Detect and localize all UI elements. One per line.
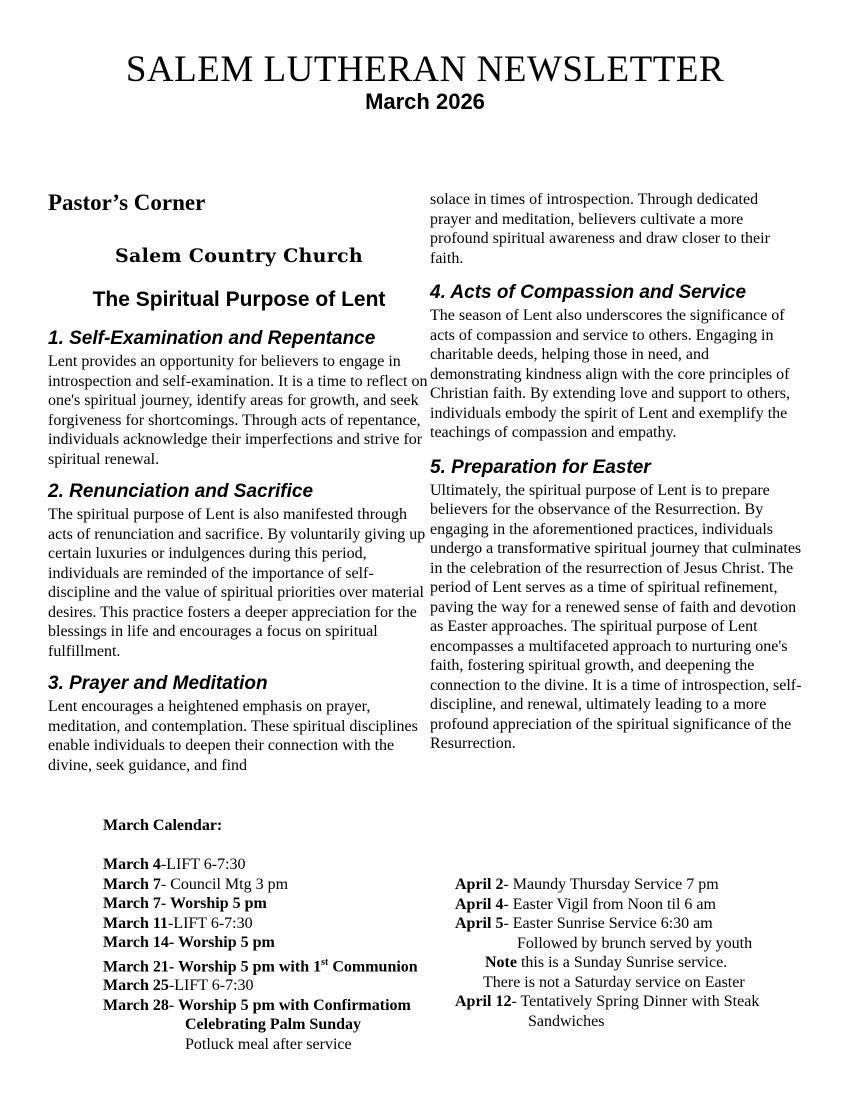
- calendar-event: March 25-LIFT 6-7:30: [103, 977, 254, 995]
- calendar-event: April 2- Maundy Thursday Service 7 pm: [455, 876, 719, 893]
- calendar-event: April 5- Easter Sunrise Service 6:30 am: [455, 915, 713, 932]
- section-heading-easter: 5. Preparation for Easter: [430, 456, 651, 478]
- masthead: [0, 50, 850, 114]
- calendar-event: March 14- Worship 5 pm: [103, 934, 275, 951]
- calendar-event: Celebrating Palm Sunday: [185, 1016, 362, 1034]
- calendar-event: Followed by brunch served by youth: [517, 934, 753, 952]
- section-body-renunciation: The spiritual purpose of Lent is also manifested through acts of renunciation and sacrifice. By voluntarily giving up certain luxuries or indulgences during this period, individuals are reminded of the importance of self-discipline and the value of spiritual priorities over material desires. This practice fosters a deeper appreciation for the blessings in life and encourages a focus on spiritual fulfillment.: [48, 506, 426, 660]
- calendar-event: April 4- Easter Vigil from Noon til 6 am: [455, 895, 716, 913]
- calendar-event: March 4-LIFT 6-7:30: [103, 856, 246, 873]
- section-heading-prayer: 3. Prayer and Meditation: [48, 673, 268, 694]
- calendar-event: Potluck meal after service: [185, 1035, 352, 1053]
- section-heading-self-examination: 1. Self-Examination and Repentance: [48, 328, 376, 349]
- left-column: [48, 190, 430, 775]
- calendar-event: March 21- Worship 5 pm with 1st Communion: [103, 956, 418, 975]
- issue-date: March 2026: [365, 89, 485, 114]
- calendar-event: April 12- Tentatively Spring Dinner with Steak: [455, 993, 760, 1010]
- calendar-event: March 28- Worship 5 pm with Confirmatiom: [103, 996, 411, 1014]
- section-heading-compassion: 4. Acts of Compassion and Service: [430, 282, 747, 303]
- april-calendar-list: [455, 875, 815, 1031]
- right-column: [430, 190, 802, 754]
- march-calendar-list: [103, 855, 453, 1054]
- article-title: The Spiritual Purpose of Lent: [92, 288, 386, 311]
- calendar-event: There is not a Saturday service on Easter: [483, 973, 745, 991]
- newsletter-title: SALEM LUTHERAN NEWSLETTER: [125, 49, 725, 90]
- calendar-event: Sandwiches: [528, 1012, 605, 1030]
- calendar-event: Note this is a Sunday Sunrise service.: [485, 954, 728, 971]
- section-body-compassion: The season of Lent also underscores the significance of acts of compassion and service to others. Engaging in charitable deeds, helping those in need, and demonstrating kindness align with the core principles of Christian faith. By extending love and support to others, individuals embody the spirit of Lent and exemplify the teachings of compassion and empathy.: [430, 307, 790, 441]
- calendar-event: March 7- Council Mtg 3 pm: [103, 875, 289, 893]
- church-name: Salem Country Church: [114, 245, 364, 267]
- pastors-corner-heading: Pastor’s Corner: [48, 190, 206, 215]
- calendar-event: March 7- Worship 5 pm: [103, 895, 267, 912]
- section-body-prayer-left: Lent encourages a heightened emphasis on prayer, meditation, and contemplation. These spiritual disciplines enable individuals to deepen their connection with the divine, seek guidance, and find: [48, 698, 418, 774]
- calendar-event: March 11-LIFT 6-7:30: [103, 914, 253, 932]
- section-body-prayer-continued: solace in times of introspection. Through dedicated prayer and meditation, believers cultivate a more profound spiritual awareness and draw closer to their faith.: [430, 191, 770, 267]
- section-body-easter: Ultimately, the spiritual purpose of Lent is to prepare believers for the observance of the Resurrection. By engaging in the aforementioned practices, individuals undergo a transformative spiritual journey that culminates in the celebration of the resurrection of Jesus Christ. The period of Lent serves as a time of spiritual refinement, paving the way for a renewed sense of faith and devotion as Easter approaches. The spiritual purpose of Lent encompasses a multifaceted approach to nurturing one's faith, fostering spiritual growth, and deepening the connection to the divine. It is a time of introspection, self-discipline, and renewal, ultimately leading to a more profound appreciation of the spiritual significance of the Resurrection.: [430, 481, 802, 752]
- section-heading-renunciation: 2. Renunciation and Sacrifice: [48, 481, 314, 502]
- section-body-self-examination: Lent provides an opportunity for believers to engage in introspection and self-examination. It is a time to reflect on one's spiritual journey, identify areas for growth, and seek forgiveness for shortcomings. Through acts of repentance, individuals acknowledge their imperfections and strive for spiritual renewal.: [48, 353, 428, 468]
- calendar-heading: March Calendar:: [103, 817, 223, 834]
